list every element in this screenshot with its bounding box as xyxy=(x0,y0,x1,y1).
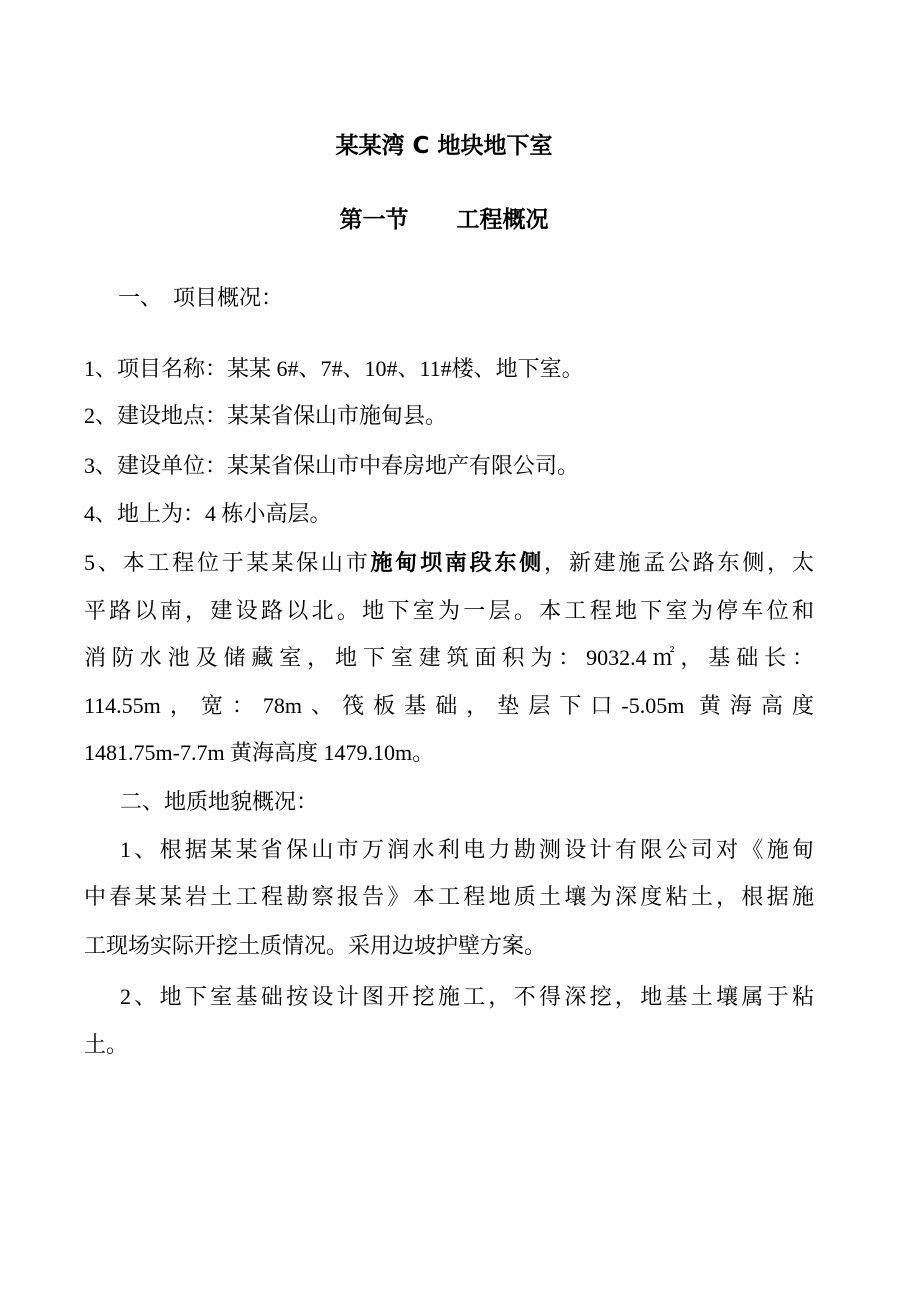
geo2-line2: 土。 xyxy=(84,1032,129,1057)
heading-geology: 二、地质地貌概况： xyxy=(120,789,319,814)
geo1-line1: 1、根据某某省保山市万润水利电力勘测设计有限公司对《施甸 xyxy=(120,837,814,862)
item5-prefix: 5、本工程位于某某保山市 xyxy=(84,550,371,575)
section-title xyxy=(0,205,888,235)
item5-bold-location: 施甸坝南段东侧 xyxy=(370,550,545,575)
geo1-line2: 中春某某岩土工程勘察报告》本工程地质土壤为深度粘土，根据施 xyxy=(84,884,814,909)
item5-line1-rest: ，新建施孟公路东侧，太 xyxy=(544,550,814,575)
item5-line1 xyxy=(84,548,814,578)
item5-line4: 114.55m，宽：78m、筏板基础，垫层下口-5.05m 黄海高度 xyxy=(84,693,814,718)
item5-line5: 1481.75m-7.7m 黄海高度 1479.10m。 xyxy=(84,740,435,765)
section-number: 第一节 xyxy=(339,207,409,233)
document-title: 某某湾 C 地块地下室 xyxy=(335,133,553,159)
item5-line2: 平路以南，建设路以北。地下室为一层。本工程地下室为停车位和 xyxy=(84,598,814,623)
item-location: 2、建设地点：某某省保山市施甸县。 xyxy=(84,403,448,428)
geo2-line1: 2、地下室基础按设计图开挖施工，不得深挖，地基土壤属于粘 xyxy=(120,984,814,1009)
section-name: 工程概况 xyxy=(456,207,549,233)
item5-line3: 消防水池及储藏室，地下室建筑面积为：9032.4㎡，基础长： xyxy=(84,645,814,670)
item-developer: 3、建设单位：某某省保山市中春房地产有限公司。 xyxy=(84,453,580,478)
item-project-name: 1、项目名称：某某 6#、7#、10#、11#楼、地下室。 xyxy=(84,356,584,381)
heading-project-overview: 一、 项目概况： xyxy=(118,285,284,310)
geo1-line3: 工现场实际开挖土质情况。采用边坡护壁方案。 xyxy=(84,933,547,958)
item-above-ground: 4、地上为：4 栋小高层。 xyxy=(84,501,332,526)
